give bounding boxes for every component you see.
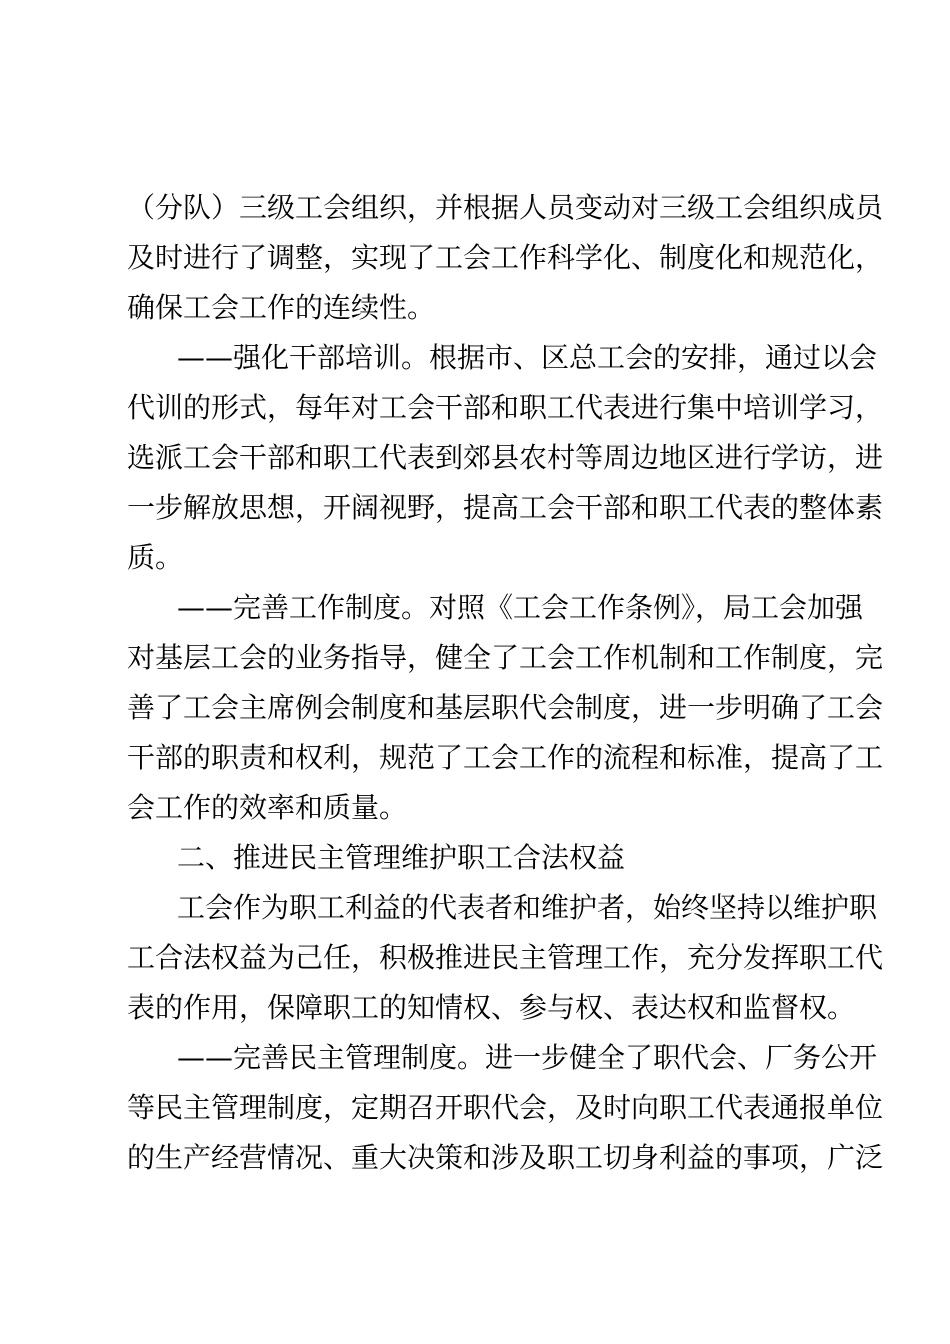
text-line: 及时进行了调整，实现了工会工作科学化、制度化和规范化，	[127, 241, 884, 274]
text-line: 会工作的效率和质量。	[127, 791, 408, 824]
text-line: 干部的职责和权利，规范了工会工作的流程和标准，提高了工	[127, 741, 884, 774]
text-line: 等民主管理制度，定期召开职代会，及时向职工代表通报单位	[127, 1091, 884, 1124]
text-line: 的生产经营情况、重大决策和涉及职工切身利益的事项，广泛	[127, 1141, 884, 1174]
text-line: （分队）三级工会组织，并根据人员变动对三级工会组织成员	[127, 191, 884, 224]
paragraph-start-line: ——完善工作制度。对照《工会工作条例》，局工会加强	[177, 591, 864, 624]
section-heading: 二、推进民主管理维护职工合法权益	[177, 841, 626, 874]
text-line: 确保工会工作的连续性。	[127, 291, 436, 324]
paragraph-start-line: ——强化干部培训。根据市、区总工会的安排，通过以会	[177, 341, 878, 374]
text-line: 工合法权益为己任，积极推进民主管理工作，充分发挥职工代	[127, 941, 884, 974]
text-line: 一步解放思想，开阔视野，提高工会干部和职工代表的整体素	[127, 491, 884, 524]
text-line: 选派工会干部和职工代表到郊县农村等周边地区进行学访，进	[127, 441, 884, 474]
text-line: 善了工会主席例会制度和基层职代会制度，进一步明确了工会	[127, 691, 884, 724]
text-line: 质。	[127, 541, 184, 574]
text-line: 代训的形式，每年对工会干部和职工代表进行集中培训学习，	[127, 391, 884, 424]
paragraph-start-line: 工会作为职工利益的代表者和维护者，始终坚持以维护职	[177, 891, 878, 924]
paragraph-start-line: ——完善民主管理制度。进一步健全了职代会、厂务公开	[177, 1041, 878, 1074]
text-line: 表的作用，保障职工的知情权、参与权、表达权和监督权。	[127, 991, 856, 1024]
text-line: 对基层工会的业务指导，健全了工会工作机制和工作制度，完	[127, 641, 884, 674]
